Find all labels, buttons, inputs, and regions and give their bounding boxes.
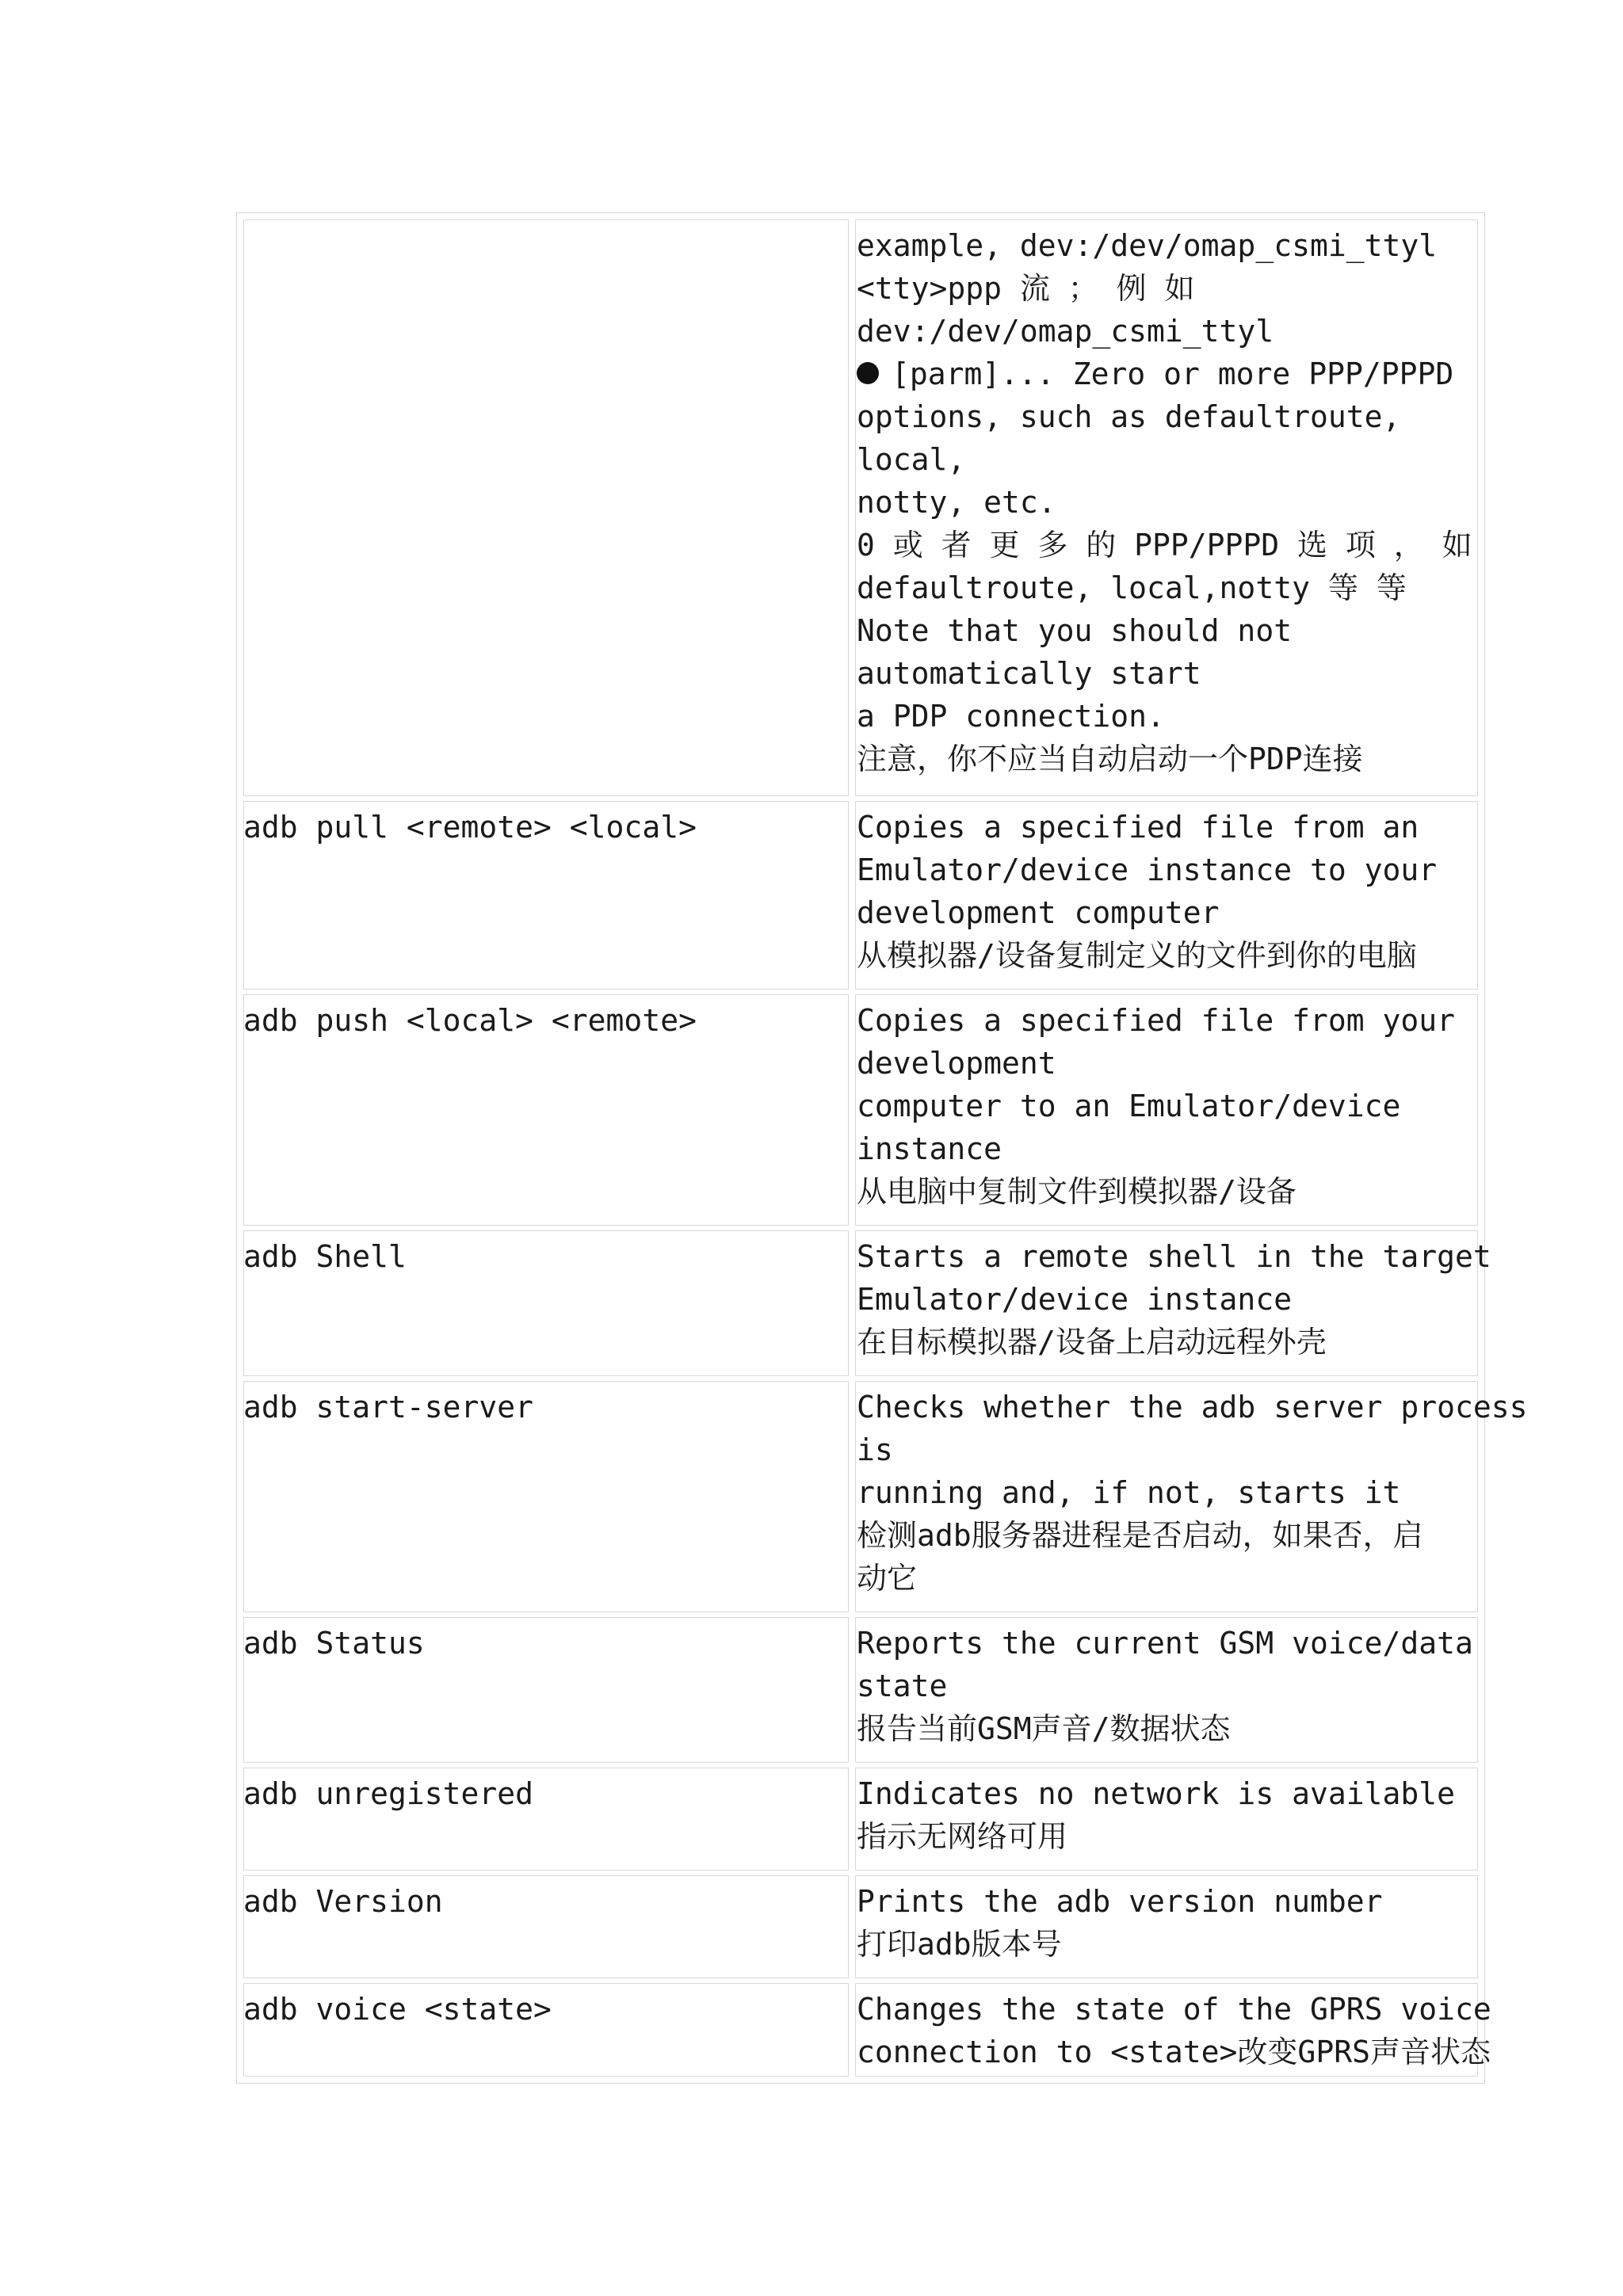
command-text: adb unregistered (243, 1776, 534, 1811)
command-text: adb voice <state> (243, 1992, 552, 2027)
description-line: state (857, 1669, 948, 1703)
description-line: connection to <state>改变GPRS声音状态 (857, 2035, 1491, 2069)
description-line: options, such as defaultroute, (857, 399, 1401, 434)
description-line: Emulator/device instance (857, 1282, 1293, 1317)
description-line: 在目标模拟器/设备上启动远程外壳 (857, 1325, 1327, 1360)
description-line: automatically start (857, 656, 1201, 691)
description-line: 动它 (857, 1561, 918, 1596)
description-line: is (857, 1432, 893, 1467)
description-line: 检测adb服务器进程是否启动，如果否，启 (857, 1518, 1423, 1553)
description-line: local, (857, 442, 966, 477)
description-line: Copies a specified file from your (857, 1003, 1455, 1038)
description-line: 0 或 者 更 多 的 PPP/PPPD 选 项 ， 如 (857, 528, 1472, 563)
description-line: Indicates no network is available (857, 1776, 1455, 1811)
description-line: 指示无网络可用 (857, 1819, 1068, 1854)
description-line: [parm]... Zero or more PPP/PPPD (892, 357, 1454, 391)
command-text: adb Version (243, 1884, 443, 1919)
description-line: notty, etc. (857, 485, 1056, 520)
description-line: computer to an Emulator/device (857, 1089, 1401, 1123)
description-line: Changes the state of the GPRS voice (857, 1992, 1491, 2027)
command-text: adb start-server (243, 1390, 534, 1425)
description-line: Emulator/device instance to your (857, 852, 1438, 887)
description-line: 打印adb版本号 (857, 1927, 1062, 1962)
description-line: Starts a remote shell in the target (857, 1239, 1491, 1274)
bullet-icon (857, 362, 879, 384)
description-line: Note that you should not (857, 613, 1293, 648)
command-text: adb Status (243, 1626, 425, 1661)
description-line: development (857, 1046, 1056, 1081)
description-line: dev:/dev/omap_csmi_ttyl (857, 314, 1274, 349)
description-line: <tty>ppp 流 ； 例 如 (857, 271, 1195, 306)
description-line: defaultroute, local,notty 等 等 (857, 570, 1407, 605)
description-line: instance (857, 1131, 1002, 1166)
bullet-line (857, 353, 1453, 395)
description-line: 从模拟器/设备复制定义的文件到你的电脑 (857, 938, 1417, 973)
command-text: adb pull <remote> <local> (243, 810, 697, 845)
command-text: adb Shell (243, 1239, 407, 1274)
description-line: Copies a specified file from an (857, 810, 1419, 845)
description-line: Reports the current GSM voice/data (857, 1626, 1473, 1661)
description-line: Prints the adb version number (857, 1884, 1383, 1919)
command-text: adb push <local> <remote> (243, 1003, 697, 1038)
table-cell-command (243, 219, 849, 796)
description-line: 注意，你不应当自动启动一个PDP连接 (857, 742, 1363, 776)
description-line: a PDP connection. (857, 699, 1165, 734)
description-line: 从电脑中复制文件到模拟器/设备 (857, 1174, 1296, 1209)
description-line: Checks whether the adb server process (857, 1390, 1528, 1425)
description-line: running and, if not, starts it (857, 1475, 1401, 1510)
description-line: example, dev:/dev/omap_csmi_ttyl (857, 228, 1438, 263)
command-table (236, 212, 1528, 2084)
description-line: development computer (857, 895, 1220, 930)
description-line: 报告当前GSM声音/数据状态 (857, 1711, 1231, 1746)
